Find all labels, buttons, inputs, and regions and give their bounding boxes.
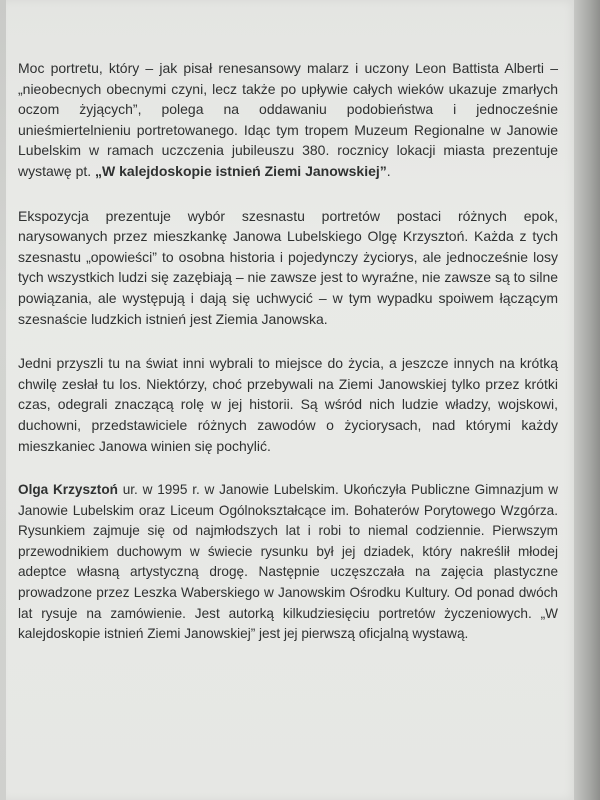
intro-text: Moc portretu, który – jak pisał renesansowy malarz i uczony Leon Battista Alberti – „nieobecnych obecnymi czyni, lecz także po upływie całych wieków ukazuje zmarłych oczom żyjących”, polega na oddawaniu podobieństwa i jednocześnie unieśmiertelnieniu portretowanego. Idąc tym tropem Muzeum Regionalne w Janowie Lubelskim w ramach uczczenia jubileuszu 380. rocznicy lokacji miasta prezentuje wystawę pt. [18,60,558,179]
paragraph-exposition: Ekspozycja prezentuje wybór szesnastu portretów postaci różnych epok, narysowanych przez mieszkankę Janowa Lubelskiego Olgę Krzysztoń. Każda z tych szesnastu „opowieści” to osobna historia i pojedynczy życiorys, ale jednocześnie losy tych wszystkich ludzi się zazębiają – nie zawsze jest to wyraźne, nie zawsze są to silne powiązania, ale występują i dają się uchwycić – w tym wypadku spoiwem łączącym szesnaście ludzkich istnień jest Ziemia Janowska. [18,207,559,327]
exhibition-text-panel [6,0,578,800]
paragraph-artist-bio [18,480,558,645]
intro-tail: . [386,162,391,179]
panel-content [18,58,558,669]
paragraph-intro [18,58,558,182]
exhibition-title: „W kalejdoskopie istnień Ziemi Janowskiej” [95,162,387,179]
panel-frame-edge [574,0,600,800]
artist-name: Olga Krzysztoń [18,482,118,498]
paragraph-people: Jedni przyszli tu na świat inni wybrali to miejsce do życia, a jeszcze innych na krótką chwilę zesłał tu los. Niektórzy, choć przebywali na Ziemi Janowskiej tylko przez krótki czas, odegrali znaczącą rolę w jej historii. Są wśród nich ludzie władzy, wojskowi, duchowni, przedstawiciele różnych zawodów o życiorysach, nad którymi każdy mieszkaniec Janowa winien się pochylić. [18,355,558,454]
artist-bio-text: ur. w 1995 r. w Janowie Lubelskim. Ukończyła Publiczne Gimnazjum w Janowie Lubelskim oraz Liceum Ogólnokształcące im. Bohaterów Porytowego Wzgórza. Rysunkiem zajmuje się od najmłodszych lat i robi to niemal codziennie. Pierwszym przewodnikiem duchowym w świecie rysunku był jej dziadek, który nakreślił młodej adeptce własną artystyczną drogę. Następnie uczęszczała na zajęcia plastyczne prowadzone przez Leszka Waberskiego w Janowskim Ośrodku Kultury. Od ponad dwóch lat rysuje na zamówienie. Jest autorką kilkudziesięciu portretów życzeniowych. „W kalejdoskopie istnień Ziemi Janowskiej” jest jej pierwszą oficjalną wystawą. [18,482,559,642]
